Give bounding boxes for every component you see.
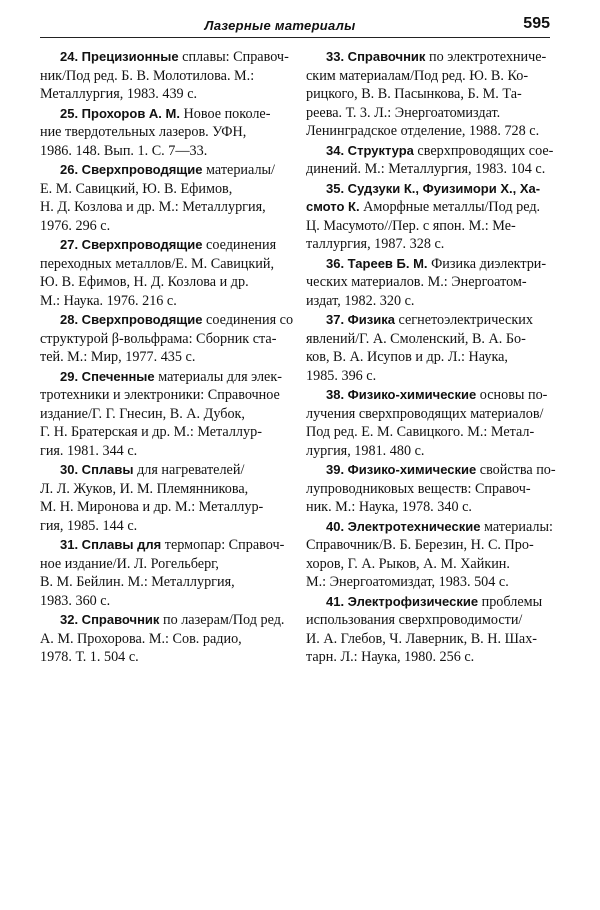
reference-text: ским материалам/Под ред. Ю. В. Ко- <box>306 67 529 84</box>
reference-bold-text: 32. Справочник <box>60 612 160 627</box>
reference-bold-text: смото К. <box>306 199 360 214</box>
reference-text: рицкого, В. В. Пасынкова, Б. М. Та- <box>306 86 522 102</box>
reference-line <box>40 161 285 180</box>
reference-line <box>40 85 285 104</box>
reference-entry <box>306 142 554 179</box>
reference-bold-text: 28. Сверхпроводящие <box>60 312 203 327</box>
reference-bold-text: 29. Спеченные <box>60 368 155 384</box>
reference-text: ние твердотельных лазеров. УФН, <box>40 124 247 140</box>
reference-entry <box>40 611 285 667</box>
reference-text: использования сверхпроводимости/ <box>306 612 523 628</box>
reference-bold-text: 41. Электрофизические <box>326 593 479 609</box>
reference-entry <box>40 105 285 161</box>
reference-line <box>306 67 551 86</box>
reference-text: структурой β-вольфрама: Сборник ста- <box>40 330 277 347</box>
reference-text: для нагревателей/ <box>133 462 245 478</box>
reference-bold-text: 40. Электротехнические <box>326 518 481 534</box>
reference-entry <box>306 461 556 517</box>
reference-line <box>306 480 551 499</box>
reference-text: гия. 1981. 344 с. <box>40 442 138 459</box>
reference-text: основы по- <box>476 387 548 403</box>
reference-text: Г. Н. Братерская и др. М.: Металлур- <box>40 424 262 440</box>
reference-text: явлений/Г. А. Смоленский, В. А. Бо- <box>306 330 526 347</box>
reference-text: материалы/ <box>202 162 276 178</box>
reference-entry <box>40 536 285 610</box>
reference-line <box>40 292 285 311</box>
reference-entry <box>40 236 285 310</box>
reference-text: материалы для элек- <box>154 368 282 385</box>
reference-text: лупроводниковых веществ: Справоч- <box>306 480 531 497</box>
left-column <box>40 48 294 668</box>
reference-entry <box>40 161 285 235</box>
reference-line <box>40 348 285 367</box>
reference-line <box>40 236 285 255</box>
reference-text: ков, В. А. Исупов и др. Л.: Наука, <box>306 349 508 365</box>
reference-text: А. М. Прохорова. М.: Сов. радио, <box>40 630 242 647</box>
reference-line <box>306 518 551 537</box>
reference-text: И. А. Глебов, Ч. Лаверник, В. Н. Шах- <box>306 630 538 647</box>
reference-text: 1983. 360 с. <box>40 592 111 609</box>
reference-text: Е. М. Савицкий, Ю. В. Ефимов, <box>40 180 233 197</box>
reference-line <box>40 536 285 555</box>
reference-line <box>40 255 285 274</box>
reference-line <box>306 423 551 442</box>
reference-entry <box>306 593 551 667</box>
reference-entry <box>306 180 551 254</box>
reference-text: ное издание/И. Л. Рогельберг, <box>40 555 219 572</box>
reference-text: свойства по- <box>476 462 556 478</box>
reference-text: соединения <box>202 237 277 253</box>
reference-line <box>40 480 285 499</box>
header-rule <box>40 37 550 38</box>
reference-line <box>40 611 285 630</box>
reference-line <box>40 180 285 199</box>
reference-line <box>306 48 551 67</box>
reference-line <box>306 648 551 667</box>
reference-text: лургия, 1981. 480 с. <box>306 442 425 459</box>
reference-text: проблемы <box>478 593 543 610</box>
right-column <box>306 48 556 668</box>
reference-line <box>40 648 285 667</box>
page-number: 595 <box>523 15 550 32</box>
reference-line <box>306 498 551 517</box>
reference-line <box>306 122 551 141</box>
reference-bold-text: 24. Прецизионные <box>60 49 179 64</box>
reference-text: Физика диэлектри- <box>427 255 547 272</box>
reference-line <box>40 498 285 517</box>
reference-text: гия, 1985. 144 с. <box>40 517 138 534</box>
reference-text: Ленинградское отделение, 1988. 728 с. <box>306 123 540 139</box>
reference-text: термопар: Справоч- <box>161 537 285 553</box>
reference-text: Ц. Масумото//Пер. с япон. М.: Ме- <box>306 217 516 234</box>
reference-line <box>306 217 551 236</box>
reference-line <box>40 273 285 292</box>
reference-text: сегнетоэлектрических <box>394 312 533 328</box>
reference-line <box>306 386 551 405</box>
reference-bold-text: 27. Сверхпроводящие <box>60 237 203 252</box>
reference-line <box>306 255 551 274</box>
reference-line <box>306 611 551 630</box>
reference-text: Справочник/В. Б. Березин, Н. С. Про- <box>306 537 534 553</box>
reference-text: В. М. Бейлин. М.: Металлургия, <box>40 574 235 590</box>
reference-bold-text: 26. Сверхпроводящие <box>60 162 203 177</box>
reference-entry <box>40 311 294 367</box>
reference-bold-text: 25. Прохоров А. М. <box>60 105 180 121</box>
reference-line <box>306 235 551 254</box>
reference-text: М. Н. Миронова и др. М.: Металлур- <box>40 499 264 515</box>
reference-line <box>306 630 551 649</box>
reference-text: Н. Д. Козлова и др. М.: Металлургия, <box>40 199 266 215</box>
reference-text: хоров, Г. А. Рыков, А. М. Хайкин. <box>306 555 510 572</box>
reference-text: Под ред. Е. М. Савицкого. М.: Метал- <box>306 424 535 440</box>
reference-entry <box>306 311 551 385</box>
reference-text: тротехники и электроники: Справочное <box>40 387 280 403</box>
reference-text: Л. Л. Жуков, И. М. Племянникова, <box>40 480 249 497</box>
reference-line <box>306 273 551 292</box>
reference-text: переходных металлов/Е. М. Савицкий, <box>40 255 275 272</box>
reference-line <box>306 555 551 574</box>
reference-line <box>40 386 285 405</box>
reference-text: издание/Г. Г. Гнесин, В. А. Дубок, <box>40 405 245 422</box>
reference-line <box>40 405 285 424</box>
reference-line <box>306 330 551 349</box>
reference-text: 1986. 148. Вып. 1. С. 7—33. <box>40 142 208 159</box>
reference-line <box>40 67 285 86</box>
reference-text: материалы: <box>480 518 553 535</box>
reference-line <box>306 461 556 480</box>
reference-entry <box>306 518 551 592</box>
reference-line <box>40 105 285 124</box>
reference-text: издат, 1982. 320 с. <box>306 292 415 309</box>
reference-text: 1978. Т. 1. 504 с. <box>40 649 139 665</box>
reference-text: тей. М.: Мир, 1977. 435 с. <box>40 349 196 365</box>
reference-text: реева. Т. 3. Л.: Энергоатомиздат. <box>306 104 501 121</box>
reference-text: ник. М.: Наука, 1978. 340 с. <box>306 499 472 515</box>
reference-text: таллургия, 1987. 328 с. <box>306 236 445 252</box>
reference-text: Металлургия, 1983. 439 с. <box>40 86 198 102</box>
reference-text: динений. М.: Металлургия, 1983. 104 с. <box>306 161 546 177</box>
reference-entry <box>306 48 551 141</box>
reference-text: М.: Энергоатомиздат, 1983. 504 с. <box>306 574 509 590</box>
reference-line <box>40 573 285 592</box>
reference-text: соединения со <box>202 312 294 328</box>
reference-line <box>306 593 551 612</box>
reference-line <box>306 198 551 217</box>
reference-text: по лазерам/Под ред. <box>159 612 285 628</box>
reference-line <box>40 630 285 649</box>
reference-line <box>306 104 551 123</box>
reference-line <box>306 85 551 104</box>
reference-line <box>306 405 551 424</box>
reference-text: Ю. В. Ефимов, Н. Д. Козлова и др. <box>40 274 249 290</box>
reference-line <box>40 48 289 67</box>
reference-line <box>306 367 551 386</box>
reference-bold-text: 39. Физико-химические <box>326 462 477 477</box>
reference-text: лучения сверхпроводящих материалов/ <box>306 405 544 422</box>
reference-entry <box>40 48 289 104</box>
reference-line <box>40 442 285 461</box>
reference-line <box>40 123 285 142</box>
reference-bold-text: 31. Сплавы для <box>60 537 162 552</box>
reference-line <box>40 330 285 349</box>
reference-line <box>40 142 285 161</box>
reference-entry <box>306 255 551 311</box>
reference-line <box>306 160 551 179</box>
reference-line <box>306 311 551 330</box>
reference-bold-text: 30. Сплавы <box>60 462 134 477</box>
reference-line <box>40 311 294 330</box>
running-title: Лазерные материалы <box>204 18 356 33</box>
reference-text: ник/Под ред. Б. В. Молотилова. М.: <box>40 67 255 84</box>
reference-bold-text: 37. Физика <box>326 312 395 327</box>
reference-text: Новое поколе- <box>179 105 271 122</box>
reference-bold-text: 34. Структура <box>326 142 414 158</box>
reference-bold-text: 35. Судзуки К., Фуизимори Х., Ха- <box>326 180 541 196</box>
reference-line <box>40 368 285 387</box>
reference-text: сплавы: Справоч- <box>178 49 289 65</box>
reference-entry <box>40 461 285 535</box>
reference-bold-text: 36. Тареев Б. М. <box>326 255 428 271</box>
reference-line <box>306 292 551 311</box>
reference-bold-text: 38. Физико-химические <box>326 387 477 402</box>
reference-line <box>40 198 285 217</box>
reference-line <box>306 180 551 199</box>
reference-text: 1976. 296 с. <box>40 217 111 234</box>
reference-text: сверхпроводящих сое- <box>413 142 554 159</box>
reference-text: по электротехниче- <box>425 49 547 65</box>
reference-bold-text: 33. Справочник <box>326 49 426 64</box>
reference-line <box>40 217 285 236</box>
reference-text: М.: Наука. 1976. 216 с. <box>40 292 177 309</box>
reference-line <box>40 461 285 480</box>
reference-line <box>40 423 285 442</box>
reference-entry <box>40 368 285 461</box>
reference-line <box>40 555 285 574</box>
reference-text: 1985. 396 с. <box>306 367 377 384</box>
reference-text: тарн. Л.: Наука, 1980. 256 с. <box>306 649 475 665</box>
running-header <box>40 12 550 34</box>
reference-text: ческих материалов. М.: Энергоатом- <box>306 274 527 290</box>
reference-line <box>40 592 285 611</box>
reference-entry <box>306 386 551 460</box>
reference-line <box>306 573 551 592</box>
reference-line <box>40 517 285 536</box>
reference-line <box>306 442 551 461</box>
reference-line <box>306 348 551 367</box>
reference-text: Аморфные металлы/Под ред. <box>359 199 541 215</box>
reference-line <box>306 536 551 555</box>
reference-line <box>306 142 554 161</box>
